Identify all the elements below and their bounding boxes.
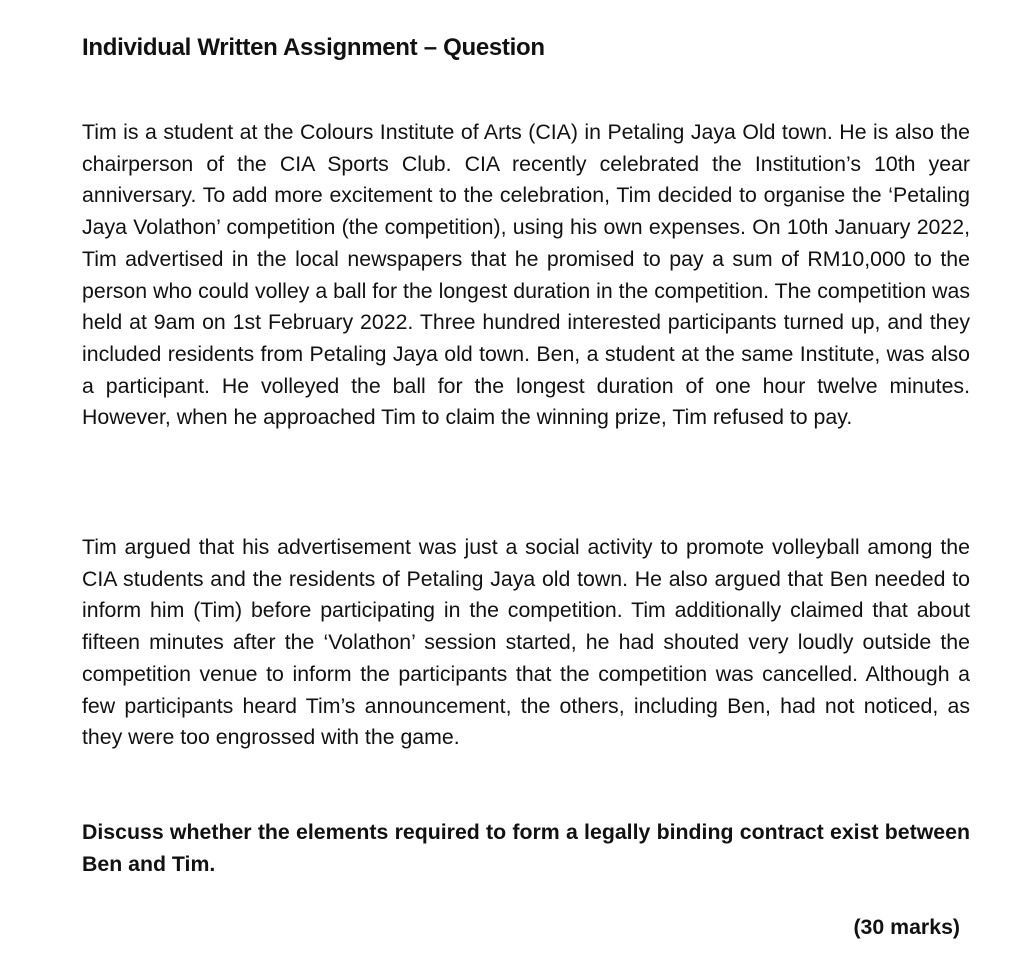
assignment-title: Individual Written Assignment – Question bbox=[82, 34, 545, 61]
marks-allocation: (30 marks) bbox=[853, 915, 960, 939]
scenario-paragraph-2: Tim argued that his advertisement was just a social activity to promote volleyball among the CIA students and the residents of Petaling Jaya old town. He also argued that Ben needed to inform him (Tim) before participating in the competition. Tim additionally claimed that about fifteen minutes after the ‘Volathon’ session started, he had shouted very loudly outside the competition venue to inform the participants that the competition was cancelled. Although a few participants heard Tim’s announcement, the others, including Ben, had not noticed, as they were too engrossed with the game. bbox=[82, 535, 970, 750]
scenario-paragraph-1: Tim is a student at the Colours Institute of Arts (CIA) in Petaling Jaya Old town. He is also the chairperson of the CIA Sports Club. CIA recently celebrated the Institution’s 10th year anniversary. To add more excitement to the celebration, Tim decided to organise the ‘Petaling Jaya Volathon’ competition (the competition), using his own expenses. On 10th January 2022, Tim advertised in the local newspapers that he promised to pay a sum of RM10,000 to the person who could volley a ball for the longest duration in the competition. The competition was held at 9am on 1st February 2022. Three hundred interested participants turned up, and they included residents from Petaling Jaya old town. Ben, a student at the same Institute, was also a participant. He volleyed the ball for the longest duration of one hour twelve minutes. However, when he approached Tim to claim the winning prize, Tim refused to pay. bbox=[82, 120, 970, 430]
assignment-question: Discuss whether the elements required to form a legally binding contract exist between Ben and Tim. bbox=[82, 820, 970, 876]
